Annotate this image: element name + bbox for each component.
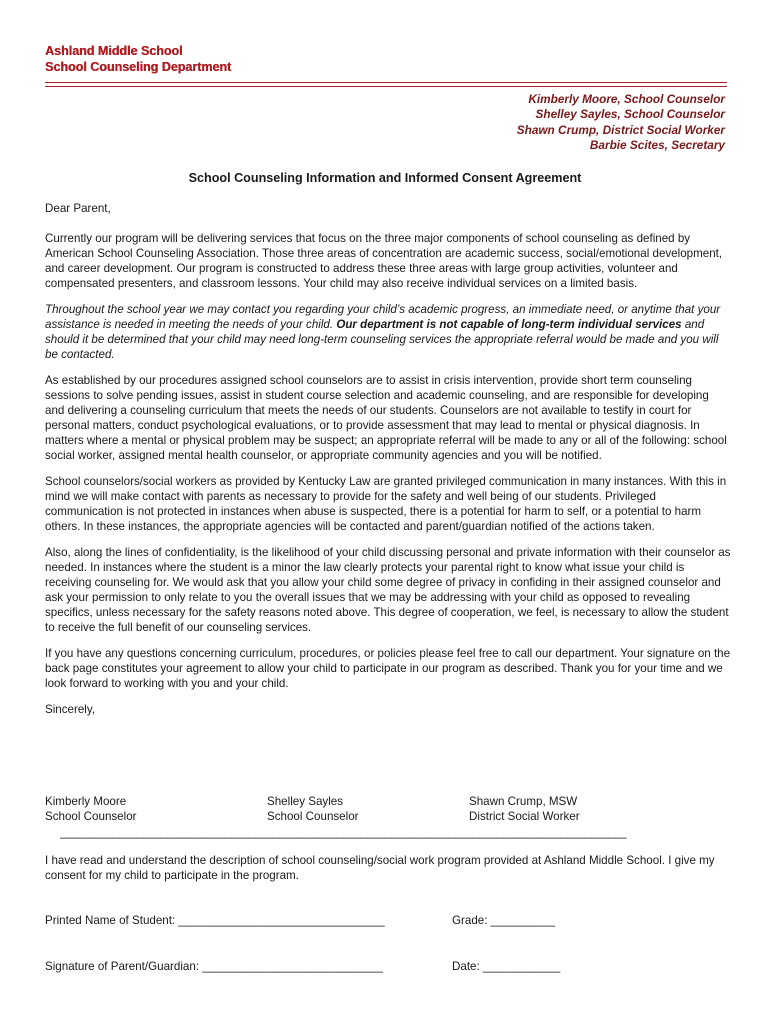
section-divider: ________________________________________________________________________________________________ [60, 827, 626, 839]
parent-signature-field[interactable]: Signature of Parent/Guardian: ____________________________ [45, 960, 383, 973]
paragraph-privilege: School counselors/social workers as provided by Kentucky Law are granted privileged communication in many instances. With this in mind we will make contact with parents as necessary to provide for the safety and well being of our students. Privileged communication is not protected in instances when abuse is suspected, there is a potential for harm to self, or a potential to harm others. In these instances, the appropriate agencies will be contacted and parent/guardian notified of the actions taken. [45, 475, 727, 533]
staff-member: Shawn Crump, District Social Worker [516, 122, 725, 137]
paragraph-program: Currently our program will be delivering services that focus on the three major components of school counseling as defined by American School Counseling Association. Those three areas of concentration are academic success, social/emotional development, and career development. Our program is constructed to address these three areas with large group activities, volunteer and compensated presenters, and classroom lessons. Your child may also receive individual services on a limited basis. [45, 232, 723, 290]
letterhead [45, 43, 231, 75]
paragraph-contact-emphasis: Our department is not capable of long-term individual services [336, 318, 682, 331]
signatory-name: Kimberly Moore [45, 795, 127, 808]
signatory [469, 794, 580, 824]
signatory-role: District Social Worker [469, 810, 580, 823]
department-name: School Counseling Department [45, 60, 232, 74]
letter-body [45, 201, 731, 728]
signatory-name: Shawn Crump, MSW [469, 795, 578, 808]
staff-member: Barbie Scites, Secretary [589, 137, 725, 152]
paragraph-questions: If you have any questions concerning curriculum, procedures, or policies please feel free to call our department. Your signature on the back page constitutes your agreement to allow your child to participate in our program as described. Thank you for your time and we look forward to working with you and your child. [45, 647, 731, 690]
document-title: School Counseling Information and Informed Consent Agreement [188, 171, 582, 185]
paragraph-contact-text: Throughout the school year we may contact you regarding your child’s academic progress, an immediate need, or anytime that your assistance is needed in meeting the needs of your child. [45, 303, 721, 331]
signatory-role: School Counselor [267, 810, 359, 823]
consent-statement: I have read and understand the description of school counseling/social work program provided at Ashland Middle School. I give my consent for my child to participate in the program. [45, 854, 715, 882]
paragraph-confidentiality: Also, along the lines of confidentiality, is the likelihood of your child discussing personal and private information with their counselor as needed. In instances where the student is a minor the law clearly protects your parental right to know what issue your child is receiving counseling for. We would ask that you allow your child some degree of privacy in confiding in their assigned counselor and ask your permission to only relate to you the overall issues that we may be addressing with your child as opposed to revealing specifics, unless necessary for the safety reasons noted above. This degree of cooperation, we feel, is necessary to allow the student to receive the full benefit of our counseling services. [45, 546, 731, 634]
header-divider [45, 82, 727, 87]
signatory [267, 794, 359, 824]
closing: Sincerely, [45, 703, 96, 716]
paragraph-contact-text-end: and should it be determined that your child may need long-term counseling services the appropriate referral would be made and you will be contacted. [45, 318, 719, 361]
staff-member: Kimberly Moore, School Counselor [528, 92, 725, 106]
signatory-role: School Counselor [45, 810, 137, 823]
date-field[interactable]: Date: ____________ [452, 960, 561, 973]
greeting: Dear Parent, [45, 202, 111, 215]
student-name-field[interactable]: Printed Name of Student: ________________________________ [45, 914, 385, 927]
staff-list [517, 92, 725, 153]
school-name: Ashland Middle School [45, 44, 183, 58]
paragraph-contact [45, 302, 731, 362]
signatory [45, 794, 137, 824]
staff-member: Shelley Sayles, School Counselor [535, 107, 725, 122]
signatory-name: Shelley Sayles [267, 795, 344, 808]
paragraph-procedures: As established by our procedures assigned school counselors are to assist in crisis intervention, provide short term counseling sessions to solve pending issues, assist in student course selection and academic counseling, and are responsible for developing and delivering a counseling curriculum that meets the needs of our students. Counselors are not available to testify in court for personal matters, conduct psychological evaluations, or to provide assessment that may lead to mental or physical diagnosis. In matters where a mental or physical problem may be suspect; an appropriate referral will be made to any or all of the following: school social worker, assigned mental health counselor, or appropriate community agencies and you will be notified. [45, 374, 727, 462]
grade-field[interactable]: Grade: __________ [452, 914, 556, 927]
